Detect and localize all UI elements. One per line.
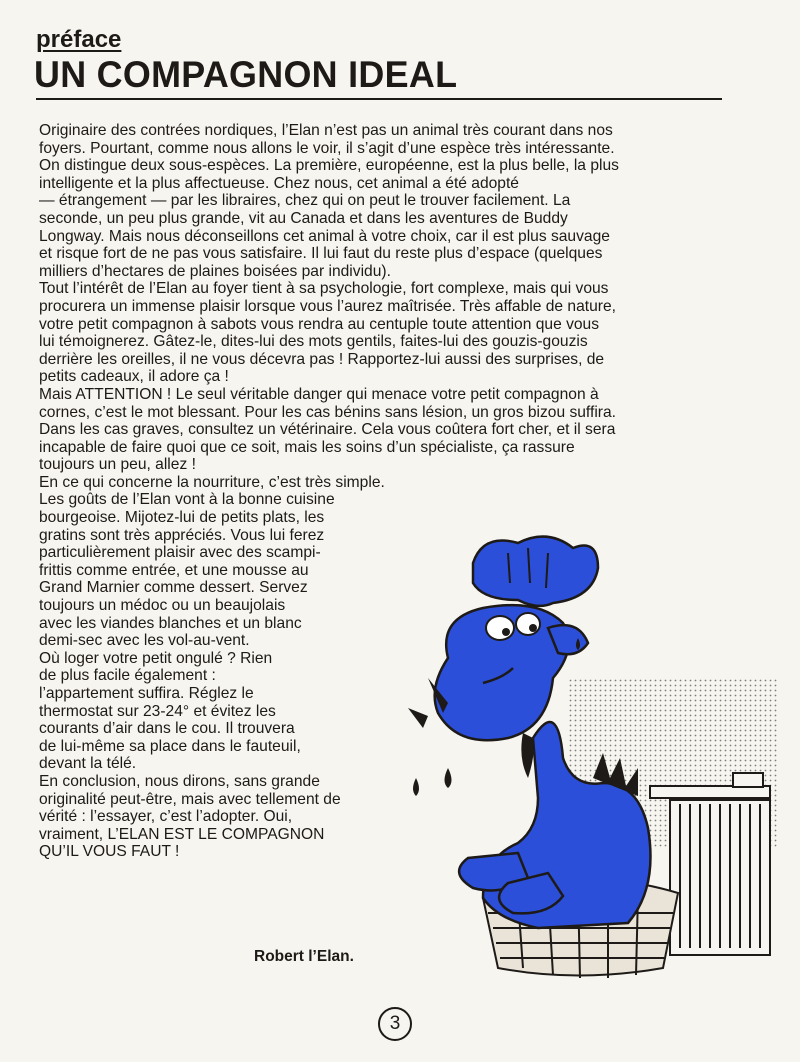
text-line: petits cadeaux, il adore ça ! [39, 368, 229, 386]
text-line: devant la télé. [39, 755, 137, 773]
text-line: Dans les cas graves, consultez un vétérinaire. Cela vous coûtera fort cher, et il sera [39, 421, 616, 439]
text-line: Grand Marnier comme dessert. Servez [39, 579, 308, 597]
text-line: et risque fort de ne pas vous satisfaire. Il lui faut du reste plus d’espace (quelques [39, 245, 603, 263]
text-line: Les goûts de l’Elan vont à la bonne cuisine [39, 491, 335, 509]
page-number: 3 [378, 1007, 412, 1041]
text-line: frittis comme entrée, et une mousse au [39, 561, 309, 579]
text-line: — étrangement — par les libraires, chez qui on peut le trouver facilement. La [39, 192, 571, 210]
text-line: cornes, c’est le mot blessant. Pour les cas bénins sans lésion, un gros bizou suffira. [39, 403, 616, 421]
sweat-drop [413, 778, 419, 796]
moose-eye [486, 616, 514, 640]
text-line: seconde, un peu plus grande, vit au Canada et dans les aventures de Buddy [39, 209, 568, 227]
text-line: de lui-même sa place dans le fauteuil, [39, 737, 301, 755]
text-line: Où loger votre petit ongulé ? Rien [39, 649, 273, 667]
page-title: UN COMPAGNON IDEAL [34, 54, 458, 95]
text-line: En ce qui concerne la nourriture, c’est très simple. [39, 473, 385, 491]
moose-illustration [388, 528, 788, 978]
text-line: l’appartement suffira. Réglez le [39, 685, 254, 702]
text-line: milliers d’hectares de plaines boisées par individu). [39, 262, 391, 280]
text-line: intelligente et la plus affectueuse. Chez nous, cet animal a été adopté [39, 174, 519, 192]
text-line: lui témoignerez. Gâtez-le, dites-lui des mots gentils, faites-lui des gouzis-gouzis [39, 333, 588, 351]
text-line: derrière les oreilles, il ne vous décevra pas ! Rapportez-lui aussi des surprises, de [39, 350, 605, 368]
moose-antlers [473, 537, 598, 606]
text-line: thermostat sur 23-24° et évitez les [39, 702, 276, 720]
section-label: préface [36, 26, 122, 53]
text-line: particulièrement plaisir avec des scampi- [39, 544, 321, 562]
signature: Robert l’Elan. [254, 948, 354, 965]
text-line: vérité : l’essayer, c’est l’adopter. Oui, [39, 808, 293, 826]
text-line: bourgeoise. Mijotez-lui de petits plats, les [39, 509, 325, 527]
text-line: votre petit compagnon à sabots vous rendra au centuple toute attention que vous [39, 315, 600, 333]
text-line: Longway. Mais nous déconseillons cet animal à votre choix, car il est plus sauvage [39, 227, 610, 245]
sweat-drop [445, 768, 452, 788]
text-line: Originaire des contrées nordiques, l’Elan n’est pas un animal très courant dans nos [39, 122, 613, 139]
text-line: En conclusion, nous dirons, sans grande [39, 772, 320, 790]
text-line: de plus facile également : [39, 667, 216, 685]
text-line: On distingue deux sous-espèces. La première, européenne, est la plus belle, la plus [39, 157, 619, 175]
moose-nostril [408, 708, 428, 728]
text-line: toujours un peu, allez ! [39, 456, 196, 474]
text-line: avec les viandes blanches et un blanc [39, 614, 302, 632]
text-line: toujours un médoc ou un beaujolais [39, 597, 286, 615]
text-line: Mais ATTENTION ! Le seul véritable danger qui menace votre petit compagnon à [39, 385, 599, 403]
text-line: vraiment, L’ELAN EST LE COMPAGNON [39, 825, 325, 843]
text-line: Tout l’intérêt de l’Elan au foyer tient à sa psychologie, fort complexe, mais qui vous [39, 280, 609, 298]
text-line: foyers. Pourtant, comme nous allons le voir, il s’agit d’une espèce très intéressante. [39, 139, 615, 157]
text-line: incapable de faire quoi que ce soit, mais les soins d’un spécialiste, ça rassure [39, 438, 575, 456]
title-rule [36, 98, 722, 100]
text-line: QU’IL VOUS FAUT ! [39, 843, 180, 861]
text-line: courants d’air dans le cou. Il trouvera [39, 720, 295, 738]
moose-dewlap [521, 733, 533, 778]
text-line: originalité peut-être, mais avec tellement de [39, 790, 341, 808]
text-line: gratins sont très appréciés. Vous lui ferez [39, 526, 325, 544]
text-line: demi-sec avec les vol-au-vent. [39, 632, 250, 650]
moose-eye [516, 613, 540, 635]
text-line: procurera un immense plaisir lorsque vous l’aurez maîtrisée. Très affable de nature, [39, 297, 616, 315]
